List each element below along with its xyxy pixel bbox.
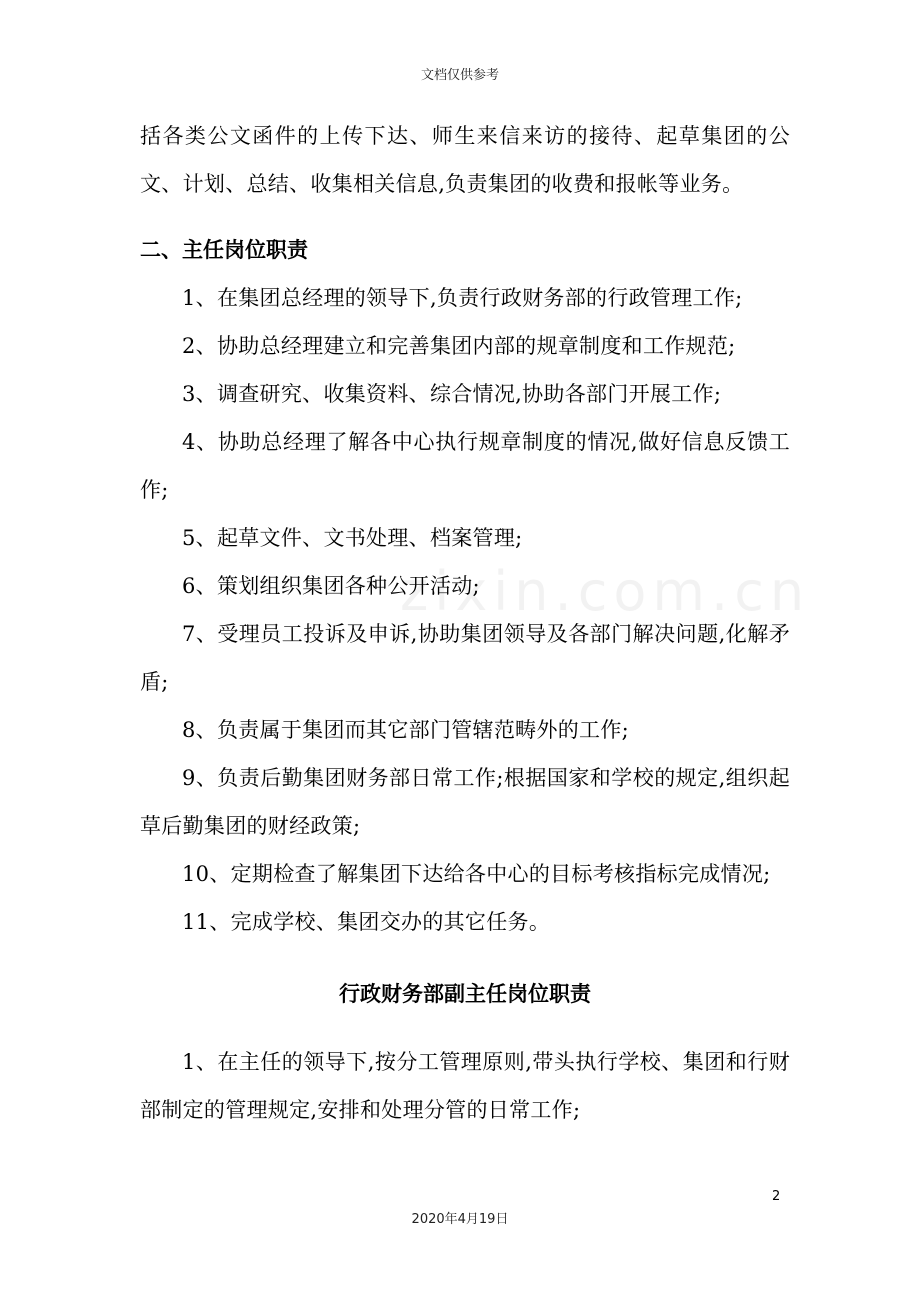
footer-date: 2020年4月19日 [411, 1212, 509, 1227]
deputy-list-item: 1、在主任的领导下,按分工管理原则,带头执行学校、集团和行财部制定的管理规定,安排和处理分管的日常工作; [140, 1050, 790, 1122]
list-item: 2、协助总经理建立和完善集团内部的规章制度和工作规范; [182, 334, 736, 358]
intro-paragraph: 括各类公文函件的上传下达、师生来信来访的接待、起草集团的公文、计划、总结、收集相关信息,负责集团的收费和报帐等业务。 [140, 124, 790, 196]
list-item: 6、策划组织集团各种公开活动; [182, 574, 480, 598]
header-note: 文档仅供参考 [420, 68, 499, 83]
document-title: 行政财务部副主任岗位职责 [339, 982, 591, 1006]
list-item: 10、定期检查了解集团下达给各中心的目标考核指标完成情况; [182, 862, 771, 886]
list-item: 4、协助总经理了解各中心执行规章制度的情况,做好信息反馈工作; [140, 430, 790, 502]
list-item: 1、在集团总经理的领导下,负责行政财务部的行政管理工作; [182, 286, 743, 310]
list-item: 11、完成学校、集团交办的其它任务。 [182, 910, 551, 934]
page-number: 2 [772, 1189, 781, 1204]
list-item: 7、受理员工投诉及申诉,协助集团领导及各部门解决问题,化解矛盾; [140, 622, 790, 694]
list-item: 8、负责属于集团而其它部门管辖范畴外的工作; [182, 718, 630, 742]
watermark: zixin.com.cn [400, 560, 811, 623]
list-item: 3、调查研究、收集资料、综合情况,协助各部门开展工作; [182, 382, 722, 406]
list-item: 5、起草文件、文书处理、档案管理; [182, 526, 523, 550]
document-body [140, 112, 790, 1134]
section-heading: 二、主任岗位职责 [140, 238, 308, 262]
list-item: 9、负责后勤集团财务部日常工作;根据国家和学校的规定,组织起草后勤集团的财经政策; [140, 766, 790, 838]
